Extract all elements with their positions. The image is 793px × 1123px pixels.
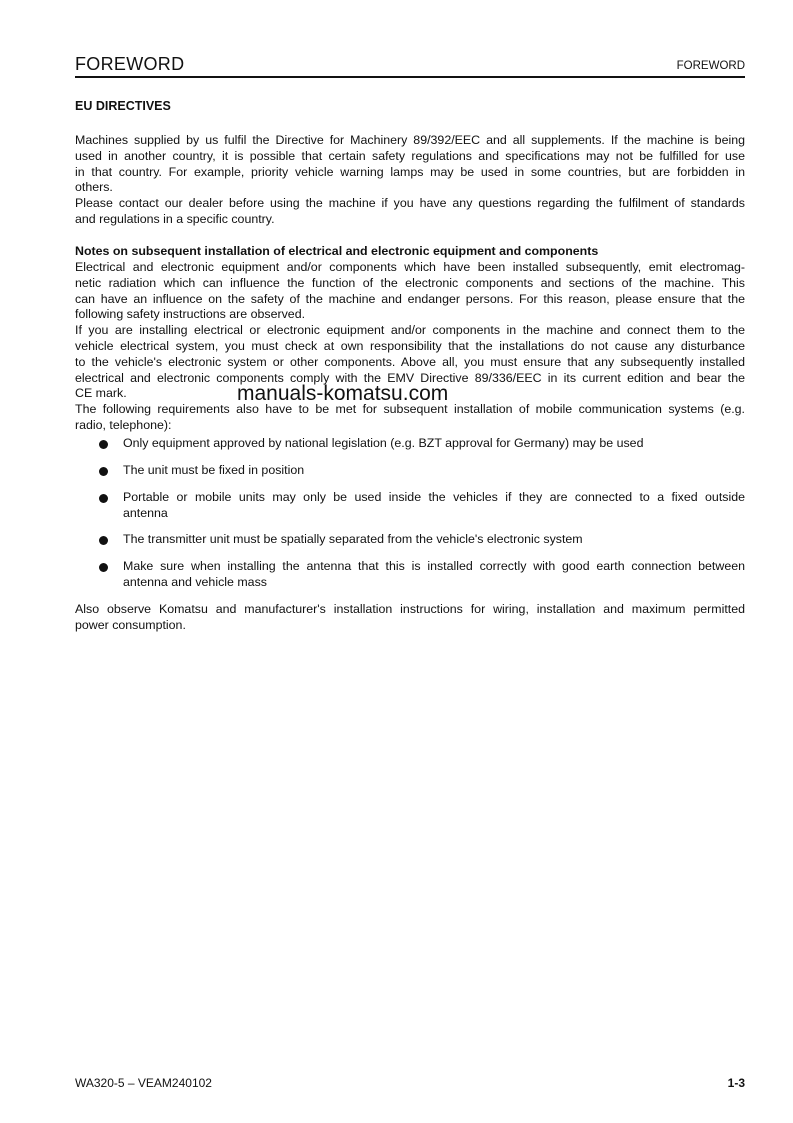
text-line: used in another country, it is possible that certain safety regulations and specifications may not be fulfilled for use: [75, 148, 745, 163]
text-line: The transmitter unit must be spatially separated from the vehicle's electronic system: [123, 532, 583, 546]
section-label: FOREWORD: [676, 60, 745, 72]
text-line: netic radiation which can influence the function of the electronic components and sections of the machine. This: [75, 275, 745, 290]
watermark: manuals-komatsu.com: [237, 382, 449, 405]
paragraph-notes: [75, 260, 745, 434]
text-line: following safety instructions are observed.: [75, 307, 306, 322]
text-line: power consumption.: [75, 617, 186, 632]
text-line: If you are installing electrical or electronic equipment and/or components in the machine and connect them to the: [75, 323, 745, 338]
text-line: to the vehicle's electronic system or other components. Above all, you must ensure that any subsequently installed: [75, 354, 745, 369]
list-item-text: [123, 559, 745, 591]
text-line: Electrical and electronic equipment and/or components which have been installed subsequently, emit electromag-: [75, 260, 745, 274]
text-line: CE mark.: [75, 386, 127, 401]
text-line: radio, telephone):: [75, 417, 172, 432]
header-rule: [75, 76, 745, 78]
bullet-icon: [99, 563, 108, 572]
text-line: Machines supplied by us fulfil the Directive for Machinery 89/392/EEC and all supplements. If the machine is being: [75, 133, 745, 147]
page-number: 1-3: [727, 1076, 745, 1090]
text-line: Make sure when installing the antenna that this is installed correctly with good earth connection between: [123, 559, 745, 573]
list-item-text: [123, 490, 745, 522]
text-line: The unit must be fixed in position: [123, 463, 305, 477]
text-line: and regulations in a specific country.: [75, 211, 275, 226]
paragraph-eu-directive: [75, 133, 745, 228]
list-item-text: [123, 532, 745, 548]
list-item-text: [123, 463, 745, 479]
text-line: in that country. For example, priority vehicle warning lamps may be used in some countries, but are forbidden in: [75, 164, 745, 179]
text-line: Also observe Komatsu and manufacturer's installation instructions for wiring, installation and maximum permitted: [75, 602, 745, 616]
bullet-icon: [99, 467, 108, 476]
paragraph-closing: [75, 602, 745, 634]
text-line: Only equipment approved by national legislation (e.g. BZT approval for Germany) may be used: [123, 436, 644, 450]
bullet-icon: [99, 440, 108, 449]
list-item-text: [123, 436, 745, 452]
section-heading: EU DIRECTIVES: [75, 99, 171, 113]
text-line: antenna and vehicle mass: [123, 574, 267, 589]
bullet-icon: [99, 536, 108, 545]
footer-document-id: WA320-5 – VEAM240102: [75, 1076, 212, 1090]
notes-heading: [75, 244, 745, 260]
text-line: others.: [75, 180, 113, 195]
text-line: electrical and electronic components comply with the EMV Directive 89/336/EEC in its current edition and bear the: [75, 370, 745, 385]
text-line: can have an influence on the safety of the machine and endanger persons. For this reason, please ensure that the: [75, 291, 745, 306]
text-line: vehicle electrical system, you must check at own responsibility that the installations do not cause any disturbance: [75, 338, 745, 353]
chapter-title: FOREWORD: [75, 54, 185, 74]
text-line: Please contact our dealer before using the machine if you have any questions regarding the fulfilment of standards: [75, 196, 745, 211]
bullet-icon: [99, 494, 108, 503]
text-line: The following requirements also have to be met for subsequent installation of mobile communication systems (e.g.: [75, 402, 745, 417]
text-line: Portable or mobile units may only be used inside the vehicles if they are connected to a fixed outside: [123, 490, 745, 504]
notes-heading-text: Notes on subsequent installation of electrical and electronic equipment and components: [75, 244, 599, 258]
text-line: antenna: [123, 505, 168, 520]
